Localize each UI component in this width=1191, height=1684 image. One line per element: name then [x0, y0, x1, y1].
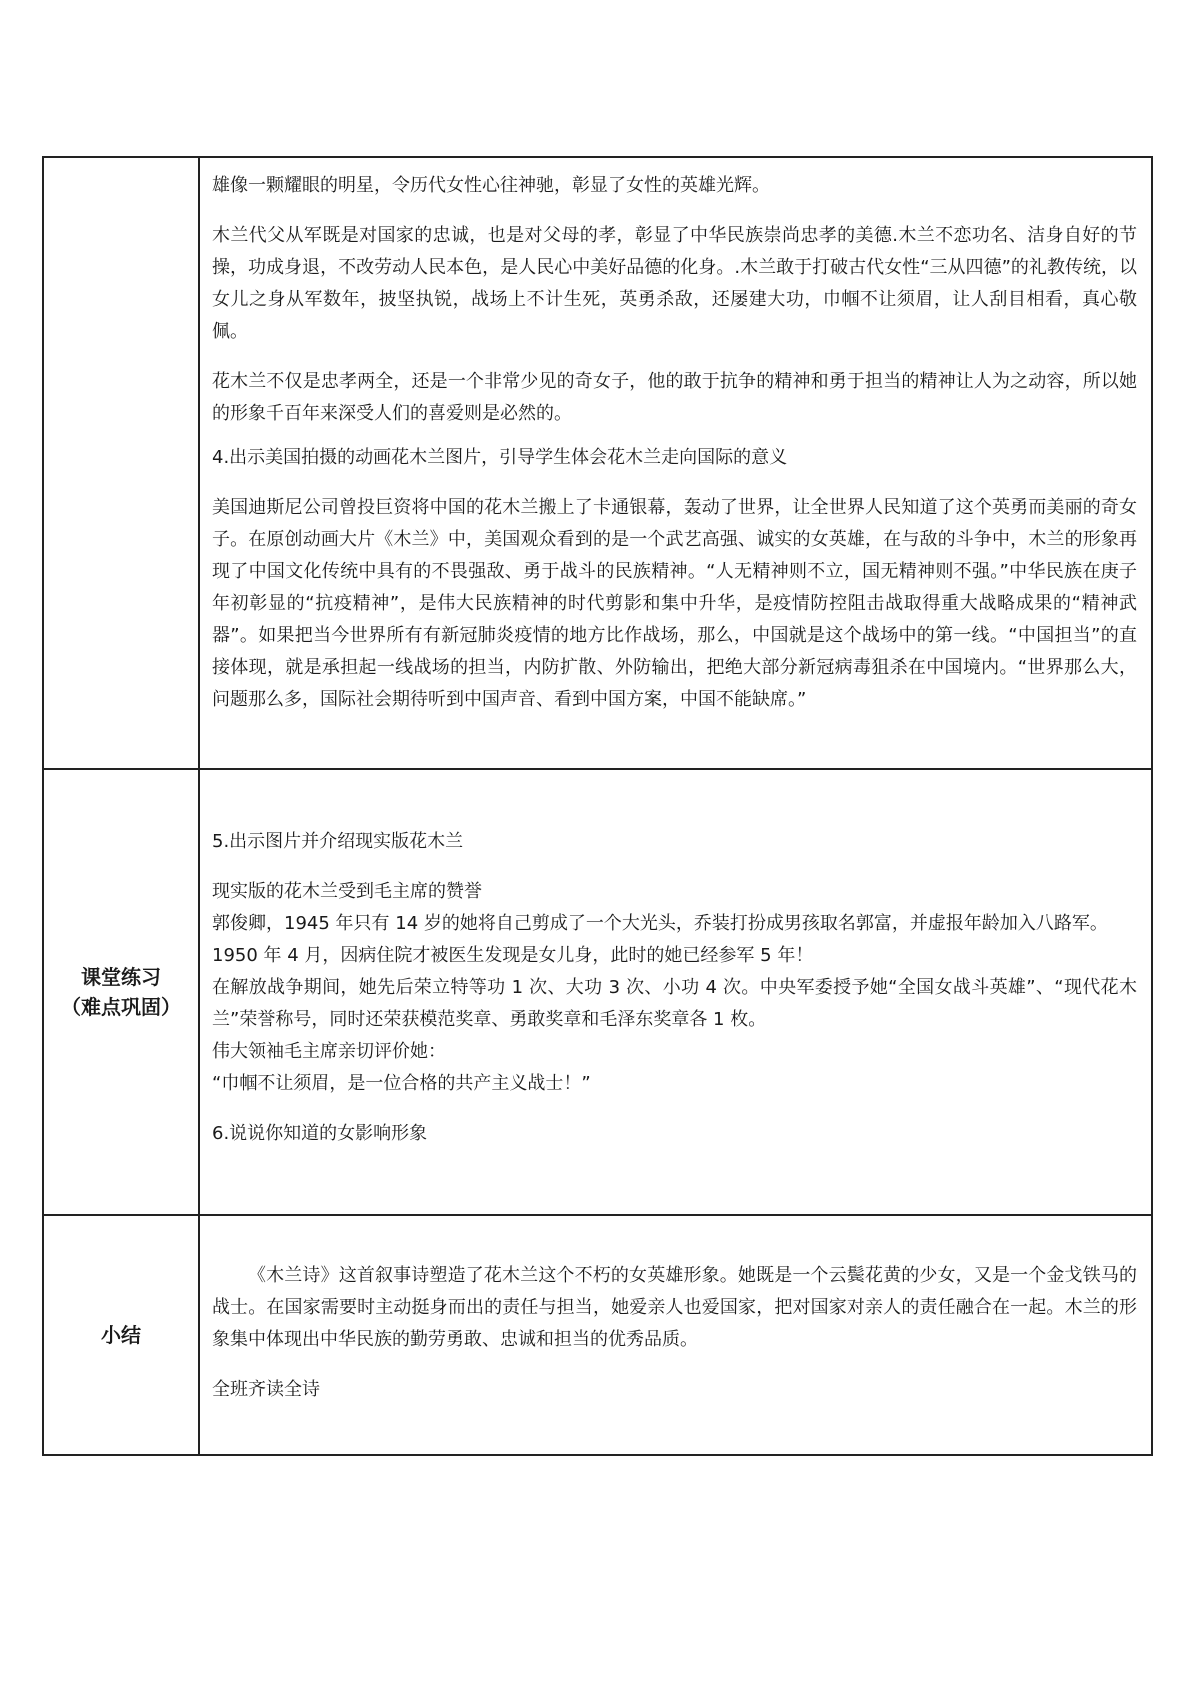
line-1950: 1950 年 4 月，因病住院才被医生发现是女儿身，此时的她已经参军 5 年！ — [212, 945, 814, 966]
analysis-content — [199, 157, 1152, 769]
table-row-classroom-practice — [43, 769, 1152, 1215]
table-row-summary — [43, 1215, 1152, 1455]
paragraph-heroine-star: 雄像一颗耀眼的明星，令历代女性心往神驰，彰显了女性的英雄光辉。 — [212, 175, 770, 196]
row-label-empty — [43, 157, 199, 769]
paragraph-rare-woman: 花木兰不仅是忠孝两全，还是一个非常少见的奇女子，他的敢于抗争的精神和勇于担当的精神让人为之动容，所以她的形象千百年来深受人们的喜爱则是必然的。 — [212, 371, 1137, 424]
line-guo-junqing: 郭俊卿，1945 年只有 14 岁的她将自己剪成了一个大光头，乔装打扮成男孩取名郭富，并虚报年龄加入八路军。 — [212, 913, 1108, 934]
line-chairman-evaluation: 伟大领袖毛主席亲切评价她： — [212, 1041, 446, 1062]
label-line-practice: 课堂练习 — [81, 965, 161, 989]
label-line-difficulty: （难点巩固） — [61, 995, 181, 1019]
line-praise: 现实版的花木兰受到毛主席的赞誉 — [212, 881, 482, 902]
lesson-plan-table — [42, 156, 1153, 1456]
summary-content — [199, 1215, 1152, 1455]
table-row-analysis — [43, 157, 1152, 769]
line-merits: 在解放战争期间，她先后荣立特等功 1 次、大功 3 次、小功 4 次。中央军委授予她“全国女战斗英雄”、“现代花木兰”荣誉称号，同时还荣获模范奖章、勇敢奖章和毛泽东奖章各 1 枚。 — [212, 977, 1137, 1030]
heading-step-4: 4.出示美国拍摄的动画花木兰图片，引导学生体会花木兰走向国际的意义 — [212, 447, 788, 468]
row-label-summary: 小结 — [43, 1215, 199, 1455]
paragraph-loyalty-filial: 木兰代父从军既是对国家的忠诚，也是对父母的孝，彰显了中华民族崇尚忠孝的美德.木兰不恋功名、洁身自好的节操，功成身退，不改劳动人民本色，是人民心中美好品德的化身。.木兰敢于打破古代女性“三从四德”的礼教传统，以女儿之身从军数年，披坚执锐，战场上不计生死，英勇杀敌，还屡建大功，巾帼不让须眉，让人刮目相看，真心敬佩。 — [212, 225, 1137, 342]
paragraph-summary: 《木兰诗》这首叙事诗塑造了花木兰这个不朽的女英雄形象。她既是一个云鬓花黄的少女，又是一个金戈铁马的战士。在国家需要时主动挺身而出的责任与担当，她爱亲人也爱国家，把对国家对亲人的责任融合在一起。木兰的形象集中体现出中华民族的勤劳勇敢、忠诚和担当的优秀品质。 — [212, 1265, 1137, 1350]
heading-step-5: 5.出示图片并介绍现实版花木兰 — [212, 831, 464, 852]
row-label-classroom-practice — [43, 769, 199, 1215]
paragraph-disney-mulan: 美国迪斯尼公司曾投巨资将中国的花木兰搬上了卡通银幕，轰动了世界，让全世界人民知道了这个英勇而美丽的奇女子。在原创动画大片《木兰》中，美国观众看到的是一个武艺高强、诚实的女英雄，在与敌的斗争中，木兰的形象再现了中国文化传统中具有的不畏强敌、勇于战斗的民族精神。“人无精神则不立，国无精神则不强。”中华民族在庚子年初彰显的“抗疫精神”，是伟大民族精神的时代剪影和集中升华，是疫情防控阻击战取得重大战略成果的“精神武器”。如果把当今世界所有有新冠肺炎疫情的地方比作战场，那么，中国就是这个战场中的第一线。“中国担当”的直接体现，就是承担起一线战场的担当，内防扩散、外防输出，把绝大部分新冠病毒狙杀在中国境内。“世界那么大，问题那么多，国际社会期待听到中国声音、看到中国方案，中国不能缺席。” — [212, 497, 1137, 710]
line-quote: “巾帼不让须眉，是一位合格的共产主义战士！” — [212, 1073, 591, 1094]
heading-step-6: 6.说说你知道的女影响形象 — [212, 1123, 428, 1144]
line-read-together: 全班齐读全诗 — [212, 1379, 320, 1400]
practice-content — [199, 769, 1152, 1215]
